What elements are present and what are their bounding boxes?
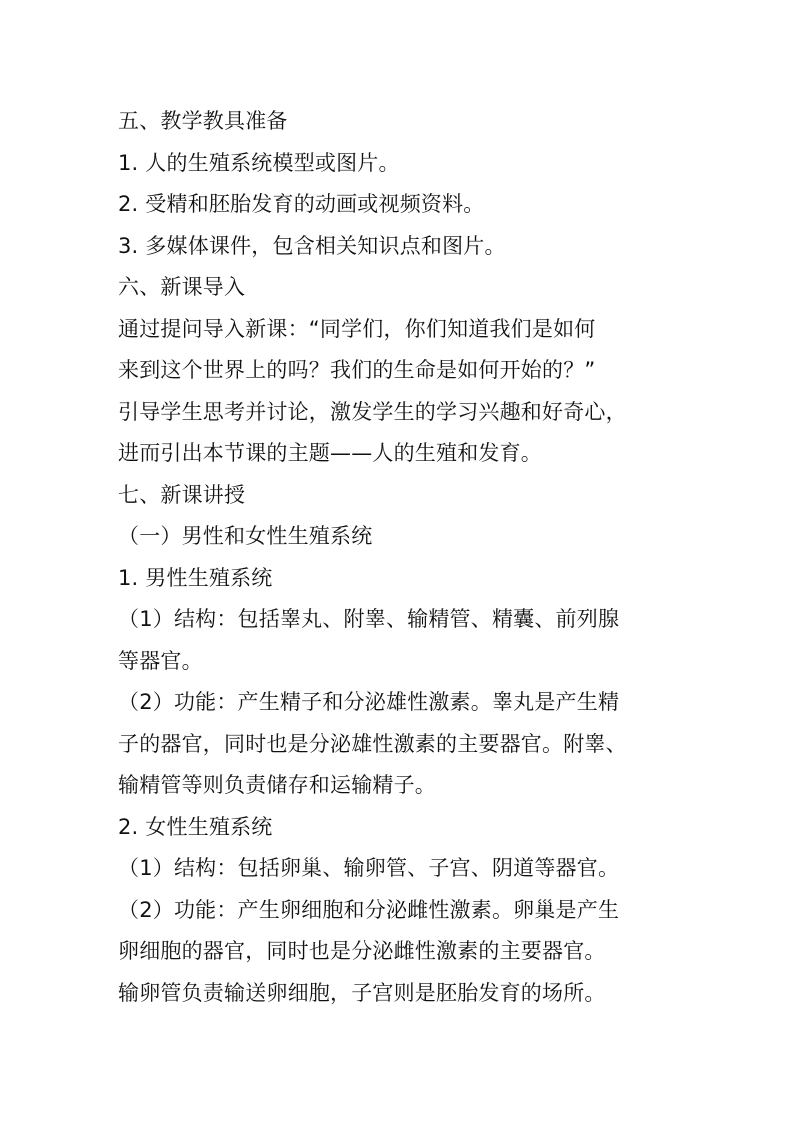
paragraph-line: （1）结构：包括睾丸、附睾、输精管、精囊、前列腺 [118, 607, 620, 631]
paragraph-line: 等器官。 [118, 648, 203, 673]
paragraph-line: 引导学生思考并讨论，激发学生的学习兴趣和好奇心， [118, 399, 627, 424]
paragraph-line: 进而引出本节课的主题——人的生殖和发育。 [118, 441, 542, 465]
section-heading-teaching-aids: 五、教学教具准备 [118, 109, 288, 133]
list-item: 1. 人的生殖系统模型或图片。 [118, 150, 400, 175]
paragraph-line: 卵细胞的器官，同时也是分泌雌性激素的主要器官。 [118, 939, 606, 963]
paragraph-line: （2）功能：产生精子和分泌雄性激素。睾丸是产生精 [118, 690, 620, 714]
document-body [118, 101, 688, 1014]
paragraph-line: 来到这个世界上的吗？我们的生命是如何开始的？” [118, 358, 596, 382]
paragraph-line: （2）功能：产生卵细胞和分泌雌性激素。卵巢是产生 [118, 897, 620, 922]
paragraph-line: 输卵管负责输送卵细胞，子宫则是胚胎发育的场所。 [118, 980, 606, 1005]
list-item: 3. 多媒体课件，包含相关知识点和图片。 [118, 233, 506, 258]
numbered-heading: 2. 女性生殖系统 [118, 814, 273, 839]
section-heading-introduction: 六、新课导入 [118, 275, 246, 299]
paragraph-line: 子的器官，同时也是分泌雄性激素的主要器官。附睾、 [118, 731, 627, 756]
numbered-heading: 1. 男性生殖系统 [118, 565, 273, 590]
list-item: 2. 受精和胚胎发育的动画或视频资料。 [118, 192, 485, 216]
paragraph-line: 输精管等则负责储存和运输精子。 [118, 773, 436, 797]
paragraph-line: 通过提问导入新课：“同学们，你们知道我们是如何 [118, 316, 596, 341]
section-heading-new-lesson: 七、新课讲授 [118, 482, 246, 507]
subsection-heading: （一）男性和女性生殖系统 [118, 524, 373, 548]
paragraph-line: （1）结构：包括卵巢、输卵管、子宫、阴道等器官。 [118, 856, 620, 880]
